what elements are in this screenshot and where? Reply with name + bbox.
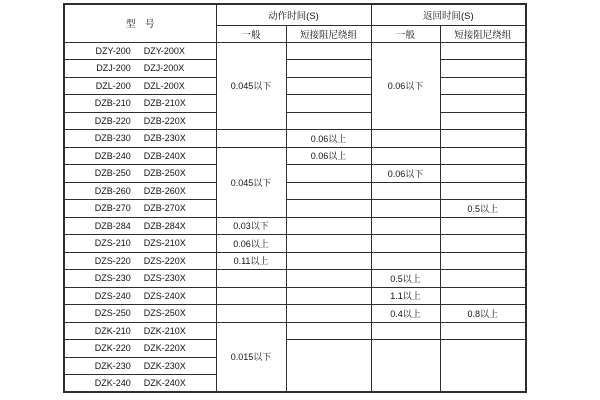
model-cell <box>64 147 216 165</box>
table-row <box>64 287 526 305</box>
model-cell <box>64 200 216 218</box>
action-short-damping-cell <box>286 322 371 340</box>
return-short-damping-cell <box>440 287 526 305</box>
return-general-cell <box>371 217 440 235</box>
model-cell <box>64 42 216 60</box>
model-variant: DZL-200X <box>143 80 185 91</box>
model-primary: DZS-240 <box>94 290 131 301</box>
col-header-action-general: 一般 <box>216 25 286 42</box>
model-pair <box>65 151 216 161</box>
action-short-damping-cell: 0.06以上 <box>286 130 371 148</box>
col-header-action-short-damping: 短接阻尼绕组 <box>286 25 371 42</box>
model-variant: DZJ-200X <box>143 63 185 74</box>
model-cell <box>64 235 216 253</box>
action-short-damping-cell: 0.06以上 <box>286 147 371 165</box>
action-general-cell <box>216 305 286 323</box>
model-variant: DZK-240X <box>143 378 186 388</box>
return-general-cell: 0.06以下 <box>371 165 440 183</box>
return-short-damping-cell <box>440 130 526 148</box>
action-short-damping-cell <box>286 200 371 218</box>
model-cell <box>64 305 216 323</box>
return-general-cell <box>371 252 440 270</box>
model-variant: DZS-210X <box>143 238 186 249</box>
model-cell <box>64 182 216 200</box>
model-primary: DZJ-200 <box>96 63 131 74</box>
model-pair <box>65 168 216 178</box>
action-short-damping-cell <box>286 340 371 393</box>
action-short-damping-cell <box>286 182 371 200</box>
action-general-cell: 0.06以上 <box>216 235 286 253</box>
return-short-damping-cell <box>440 217 526 235</box>
model-cell <box>64 270 216 288</box>
action-general-cell: 0.11以上 <box>216 252 286 270</box>
model-pair <box>65 116 216 126</box>
table-row <box>64 42 526 60</box>
model-cell <box>64 287 216 305</box>
model-primary: DZB-220 <box>94 115 131 126</box>
return-short-damping-cell <box>440 182 526 200</box>
model-variant: DZS-230X <box>143 273 186 284</box>
model-cell <box>64 130 216 148</box>
model-cell <box>64 77 216 95</box>
model-primary: DZB-250 <box>94 168 131 179</box>
table-row <box>64 95 526 113</box>
col-header-return-time: 返回时间(S) <box>371 4 526 25</box>
model-cell <box>64 60 216 78</box>
table-row <box>64 235 526 253</box>
model-pair <box>65 308 216 318</box>
action-short-damping-cell <box>286 77 371 95</box>
return-short-damping-cell <box>440 60 526 78</box>
model-primary: DZY-200 <box>95 45 131 56</box>
model-primary: DZS-250 <box>94 308 131 319</box>
col-header-action-time: 动作时间(S) <box>216 4 371 25</box>
model-variant: DZB-284X <box>143 220 186 231</box>
model-pair <box>65 238 216 248</box>
return-general-cell: 0.4以上 <box>371 305 440 323</box>
table-row <box>64 322 526 340</box>
model-primary: DZK-210 <box>94 325 131 336</box>
model-pair <box>65 361 216 371</box>
action-short-damping-cell <box>286 165 371 183</box>
model-primary: DZS-210 <box>94 238 131 249</box>
return-short-damping-cell <box>440 322 526 340</box>
model-variant: DZB-210X <box>143 98 186 109</box>
return-short-damping-cell: 0.8以上 <box>440 305 526 323</box>
col-header-model: 型 号 <box>64 4 216 42</box>
model-primary: DZB-240 <box>94 150 131 161</box>
model-pair <box>65 81 216 91</box>
action-general-cell: 0.045以下 <box>216 147 286 217</box>
model-cell <box>64 322 216 340</box>
action-general-cell <box>216 287 286 305</box>
return-general-cell <box>371 235 440 253</box>
model-variant: DZB-230X <box>143 133 186 144</box>
return-short-damping-cell <box>440 165 526 183</box>
action-short-damping-cell <box>286 305 371 323</box>
model-pair <box>65 326 216 336</box>
relay-spec-table <box>63 3 527 393</box>
col-header-return-general: 一般 <box>371 25 440 42</box>
return-general-cell: 1.1以上 <box>371 287 440 305</box>
action-general-cell: 0.03以下 <box>216 217 286 235</box>
model-variant: DZS-220X <box>143 255 186 266</box>
action-general-cell <box>216 270 286 288</box>
header-row-groups <box>64 4 526 25</box>
model-primary: DZK-240 <box>94 378 131 388</box>
table-row <box>64 165 526 183</box>
table-row <box>64 182 526 200</box>
model-cell <box>64 217 216 235</box>
model-variant: DZK-210X <box>143 325 186 336</box>
return-general-cell <box>371 130 440 148</box>
action-short-damping-cell <box>286 112 371 130</box>
model-cell <box>64 375 216 393</box>
model-pair <box>65 291 216 301</box>
table-row <box>64 200 526 218</box>
return-short-damping-cell <box>440 340 526 393</box>
model-primary: DZS-230 <box>94 273 131 284</box>
return-short-damping-cell <box>440 270 526 288</box>
model-cell <box>64 95 216 113</box>
model-primary: DZS-220 <box>94 255 131 266</box>
return-short-damping-cell <box>440 95 526 113</box>
table-row <box>64 270 526 288</box>
table-row <box>64 147 526 165</box>
model-variant: DZB-270X <box>143 203 186 214</box>
model-pair <box>65 343 216 353</box>
model-variant: DZB-220X <box>143 115 186 126</box>
table-row <box>64 60 526 78</box>
model-primary: DZB-230 <box>94 133 131 144</box>
return-general-cell <box>371 147 440 165</box>
table-row <box>64 340 526 358</box>
return-general-cell: 0.06以下 <box>371 42 440 130</box>
return-general-cell <box>371 340 440 393</box>
model-pair <box>65 256 216 266</box>
col-header-return-short-damping: 短接阻尼绕组 <box>440 25 526 42</box>
action-general-cell: 0.015以下 <box>216 322 286 392</box>
return-general-cell <box>371 322 440 340</box>
model-cell <box>64 357 216 375</box>
return-short-damping-cell <box>440 77 526 95</box>
model-variant: DZY-200X <box>143 45 185 56</box>
action-short-damping-cell <box>286 42 371 60</box>
model-pair <box>65 221 216 231</box>
return-general-cell: 0.5以上 <box>371 270 440 288</box>
action-short-damping-cell <box>286 235 371 253</box>
model-pair <box>65 203 216 213</box>
table-row <box>64 305 526 323</box>
action-short-damping-cell <box>286 217 371 235</box>
return-short-damping-cell <box>440 252 526 270</box>
model-primary: DZB-270 <box>94 203 131 214</box>
model-primary: DZK-220 <box>94 343 131 354</box>
table-row <box>64 112 526 130</box>
action-general-cell <box>216 130 286 148</box>
action-short-damping-cell <box>286 60 371 78</box>
model-cell <box>64 112 216 130</box>
return-general-cell <box>371 200 440 218</box>
model-pair <box>65 186 216 196</box>
model-primary: DZL-200 <box>95 80 131 91</box>
action-short-damping-cell <box>286 270 371 288</box>
model-variant: DZK-230X <box>143 360 186 371</box>
return-general-cell <box>371 182 440 200</box>
model-cell <box>64 340 216 358</box>
action-short-damping-cell <box>286 287 371 305</box>
table-header <box>64 4 526 42</box>
return-short-damping-cell <box>440 42 526 60</box>
action-general-cell: 0.045以下 <box>216 42 286 130</box>
model-variant: DZB-240X <box>143 150 186 161</box>
model-primary: DZK-230 <box>94 360 131 371</box>
model-pair <box>65 273 216 283</box>
model-variant: DZB-260X <box>143 185 186 196</box>
model-variant: DZS-240X <box>143 290 186 301</box>
model-cell <box>64 165 216 183</box>
table-row <box>64 252 526 270</box>
model-primary: DZB-284 <box>94 220 131 231</box>
table-row <box>64 77 526 95</box>
table-body <box>64 42 526 392</box>
model-pair <box>65 378 216 388</box>
model-pair <box>65 133 216 143</box>
model-cell <box>64 252 216 270</box>
model-pair <box>65 63 216 73</box>
return-short-damping-cell <box>440 147 526 165</box>
model-variant: DZS-250X <box>143 308 186 319</box>
table-row <box>64 130 526 148</box>
model-variant: DZB-250X <box>143 168 186 179</box>
return-short-damping-cell: 0.5以上 <box>440 200 526 218</box>
model-primary: DZB-260 <box>94 185 131 196</box>
model-pair <box>65 46 216 56</box>
action-short-damping-cell <box>286 252 371 270</box>
return-short-damping-cell <box>440 112 526 130</box>
model-pair <box>65 98 216 108</box>
action-short-damping-cell <box>286 95 371 113</box>
return-short-damping-cell <box>440 235 526 253</box>
model-primary: DZB-210 <box>94 98 131 109</box>
table-row <box>64 217 526 235</box>
model-variant: DZK-220X <box>143 343 186 354</box>
